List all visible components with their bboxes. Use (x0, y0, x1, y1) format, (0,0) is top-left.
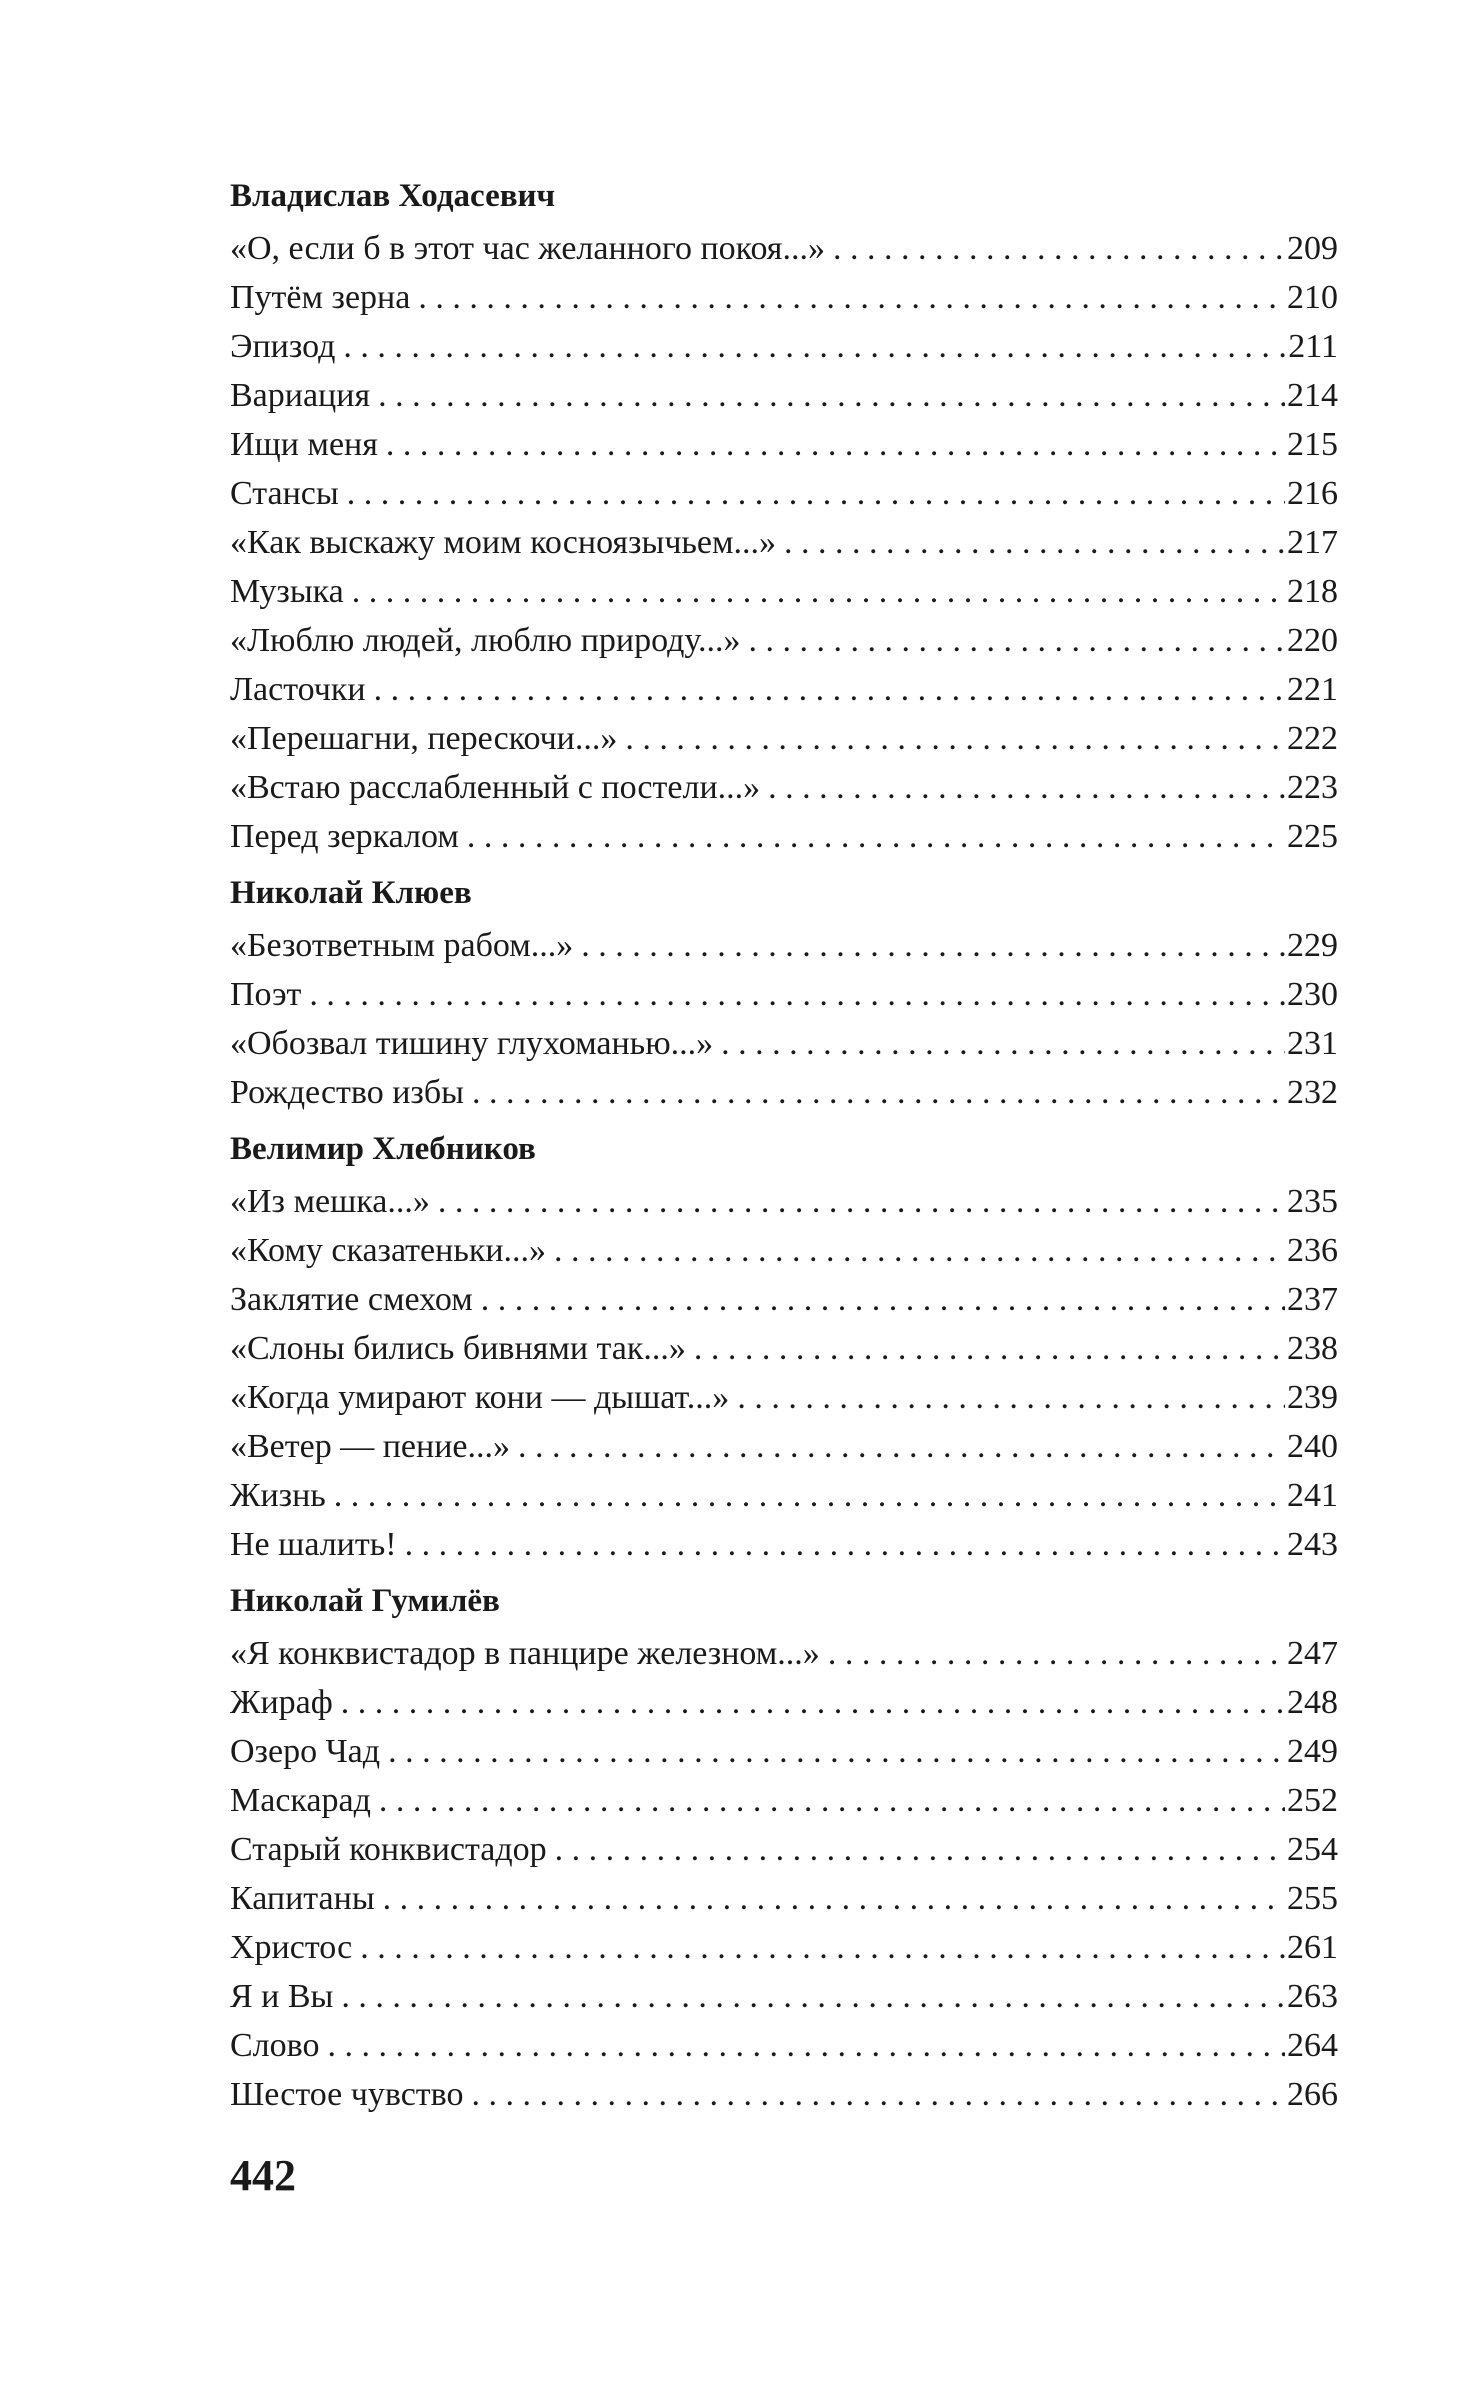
dot-leader (383, 1874, 1285, 1923)
entry-title: Капитаны (230, 1880, 375, 1917)
dot-leader (327, 2021, 1285, 2070)
dot-leader (343, 322, 1286, 371)
dot-leader (555, 1825, 1285, 1874)
dot-leader (518, 1422, 1285, 1471)
entry-page-number: 217 (1287, 524, 1338, 561)
dot-leader (438, 1177, 1285, 1226)
toc-entry (230, 1727, 1338, 1776)
entry-page-number: 254 (1287, 1831, 1338, 1868)
toc-entry (230, 469, 1338, 518)
author-heading: Велимир Хлебников (230, 1131, 536, 1167)
dot-leader (374, 665, 1285, 714)
entry-page-number: 220 (1287, 622, 1338, 659)
entry-page-number: 221 (1287, 671, 1338, 708)
dot-leader (360, 1923, 1285, 1972)
entry-page-number: 229 (1287, 927, 1338, 964)
entry-page-number: 252 (1287, 1782, 1338, 1819)
toc-entry (230, 420, 1338, 469)
dot-leader (694, 1324, 1285, 1373)
toc-entry (230, 1177, 1338, 1226)
toc-entry (230, 2070, 1338, 2119)
dot-leader (309, 970, 1285, 1019)
entry-title: Маскарад (230, 1782, 371, 1819)
entry-page-number: 218 (1287, 573, 1338, 610)
author-heading: Владислав Ходасевич (230, 178, 556, 214)
toc-entry (230, 1776, 1338, 1825)
toc-entry (230, 1825, 1338, 1874)
dot-leader (828, 1629, 1285, 1678)
toc-entry (230, 763, 1338, 812)
entry-page-number: 231 (1287, 1025, 1338, 1062)
table-of-contents (230, 174, 1338, 2119)
dot-leader (721, 1019, 1285, 1068)
entry-page-number: 264 (1287, 2027, 1338, 2064)
toc-entry (230, 1678, 1338, 1727)
entry-page-number: 248 (1287, 1684, 1338, 1721)
entry-title: Рождество избы (230, 1074, 464, 1111)
entry-title: Эпизод (230, 328, 336, 365)
dot-leader (388, 1727, 1285, 1776)
entry-page-number: 236 (1287, 1232, 1338, 1269)
toc-entry (230, 1520, 1338, 1569)
author-heading: Николай Клюев (230, 875, 472, 911)
entry-page-number: 215 (1287, 426, 1338, 463)
entry-title: «О, если б в этот час желанного покоя...» (230, 230, 825, 267)
toc-section (230, 1579, 1338, 2119)
toc-entry (230, 1226, 1338, 1275)
toc-section (230, 1127, 1338, 1569)
dot-leader (405, 1520, 1285, 1569)
entry-page-number: 222 (1287, 720, 1338, 757)
entry-title: Вариация (230, 377, 371, 414)
dot-leader (481, 1275, 1285, 1324)
entry-page-number: 237 (1287, 1281, 1338, 1318)
dot-leader (554, 1226, 1285, 1275)
toc-entry (230, 616, 1338, 665)
entry-title: «Обозвал тишину глухоманью...» (230, 1025, 714, 1062)
entry-page-number: 211 (1288, 328, 1338, 365)
entry-title: «Я конквистадор в панцире железном...» (230, 1635, 820, 1672)
toc-entry (230, 2021, 1338, 2070)
dot-leader (581, 921, 1285, 970)
entry-title: Музыка (230, 573, 344, 610)
entry-title: Путём зерна (230, 279, 411, 316)
dot-leader (379, 1776, 1285, 1825)
toc-entry (230, 224, 1338, 273)
page-number: 442 (230, 2151, 296, 2200)
entry-title: Старый конквистадор (230, 1831, 547, 1868)
entry-title: «Как выскажу моим косноязычьем...» (230, 524, 777, 561)
entry-title: «Встаю расслабленный с постели...» (230, 769, 761, 806)
toc-entry (230, 921, 1338, 970)
dot-leader (341, 1678, 1285, 1727)
entry-title: Шестое чувство (230, 2076, 464, 2113)
dot-leader (625, 714, 1285, 763)
toc-entry (230, 1972, 1338, 2021)
entry-title: Заклятие смехом (230, 1281, 473, 1318)
dot-leader (341, 1972, 1285, 2021)
entry-page-number: 240 (1287, 1428, 1338, 1465)
entry-page-number: 249 (1287, 1733, 1338, 1770)
entry-title: Я и Вы (230, 1978, 334, 2015)
entry-title: Поэт (230, 976, 302, 1013)
entry-title: Жизнь (230, 1477, 326, 1514)
dot-leader (418, 273, 1285, 322)
author-heading: Николай Гумилёв (230, 1583, 500, 1619)
dot-leader (467, 812, 1285, 861)
dot-leader (386, 420, 1285, 469)
dot-leader (737, 1373, 1285, 1422)
toc-entry (230, 1874, 1338, 1923)
entry-title: «Ветер — пение...» (230, 1428, 510, 1465)
entry-page-number: 239 (1287, 1379, 1338, 1416)
entry-title: «Перешагни, перескочи...» (230, 720, 618, 757)
entry-page-number: 238 (1287, 1330, 1338, 1367)
entry-title: Христос (230, 1929, 353, 1966)
dot-leader (471, 2070, 1285, 2119)
entry-title: Слово (230, 2027, 320, 2064)
entry-page-number: 241 (1287, 1477, 1338, 1514)
toc-entry (230, 970, 1338, 1019)
toc-entry (230, 1471, 1338, 1520)
entry-title: «Люблю людей, люблю природу...» (230, 622, 741, 659)
entry-page-number: 209 (1287, 230, 1338, 267)
dot-leader (352, 567, 1285, 616)
dot-leader (472, 1068, 1285, 1117)
toc-section (230, 871, 1338, 1117)
entry-page-number: 216 (1287, 475, 1338, 512)
toc-entry (230, 273, 1338, 322)
toc-entry (230, 1324, 1338, 1373)
toc-entry (230, 322, 1338, 371)
entry-title: «Безответным рабом...» (230, 927, 574, 964)
entry-title: Перед зеркалом (230, 818, 459, 855)
toc-entry (230, 1422, 1338, 1471)
toc-section (230, 174, 1338, 861)
entry-title: Озеро Чад (230, 1733, 381, 1770)
dot-leader (784, 518, 1285, 567)
dot-leader (768, 763, 1285, 812)
entry-title: «Когда умирают кони — дышат...» (230, 1379, 730, 1416)
entry-page-number: 225 (1287, 818, 1338, 855)
dot-leader (334, 1471, 1285, 1520)
toc-entry (230, 1275, 1338, 1324)
toc-entry (230, 1019, 1338, 1068)
entry-title: «Слоны бились бивнями так...» (230, 1330, 686, 1367)
entry-title: Стансы (230, 475, 339, 512)
toc-entry (230, 1629, 1338, 1678)
entry-title: «Из мешка...» (230, 1183, 430, 1220)
entry-page-number: 261 (1287, 1929, 1338, 1966)
entry-page-number: 235 (1287, 1183, 1338, 1220)
entry-title: Не шалить! (230, 1526, 397, 1563)
entry-page-number: 266 (1287, 2076, 1338, 2113)
toc-entry (230, 812, 1338, 861)
entry-page-number: 247 (1287, 1635, 1338, 1672)
toc-entry (230, 714, 1338, 763)
entry-page-number: 232 (1287, 1074, 1338, 1111)
toc-entry (230, 371, 1338, 420)
entry-page-number: 255 (1287, 1880, 1338, 1917)
toc-entry (230, 1068, 1338, 1117)
entry-page-number: 214 (1287, 377, 1338, 414)
dot-leader (347, 469, 1285, 518)
entry-title: Ищи меня (230, 426, 378, 463)
entry-page-number: 230 (1287, 976, 1338, 1013)
entry-page-number: 243 (1287, 1526, 1338, 1563)
entry-title: «Кому сказатеньки...» (230, 1232, 547, 1269)
toc-entry (230, 567, 1338, 616)
toc-entry (230, 518, 1338, 567)
dot-leader (833, 224, 1285, 273)
toc-entry (230, 665, 1338, 714)
toc-entry (230, 1923, 1338, 1972)
entry-title: Ласточки (230, 671, 366, 708)
entry-page-number: 263 (1287, 1978, 1338, 2015)
toc-entry (230, 1373, 1338, 1422)
entry-page-number: 223 (1287, 769, 1338, 806)
entry-page-number: 210 (1287, 279, 1338, 316)
dot-leader (378, 371, 1285, 420)
entry-title: Жираф (230, 1684, 333, 1721)
dot-leader (749, 616, 1286, 665)
